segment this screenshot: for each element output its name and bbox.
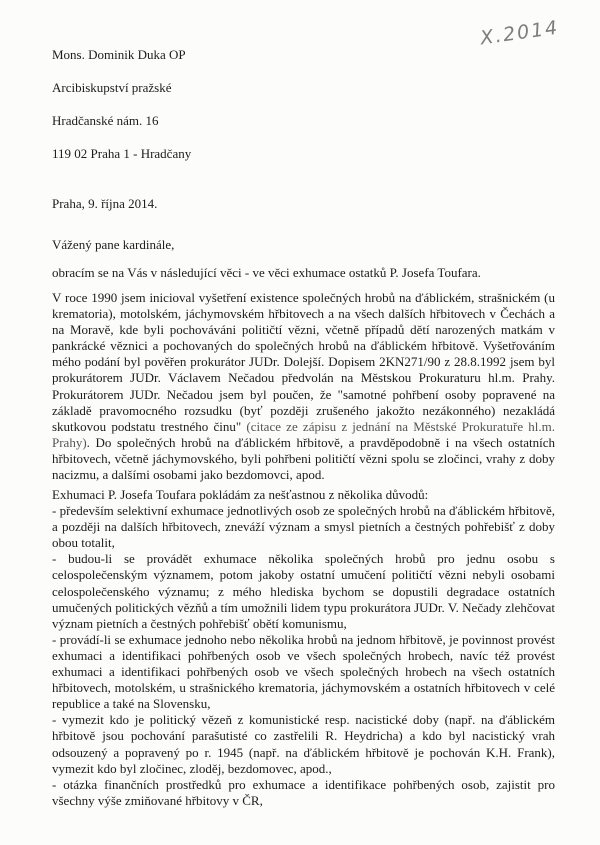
reason-item: - provádí-li se exhumace jednoho nebo několika hrobů na jednom hřbitově, je povinnost provést exhumaci a identifikaci pohřbených osob ve všech společných hrobech, navíc též provést exhumaci a identifikaci pohřbených osob ve všech společných hrobech na všech ostatních hřbitovech, motolském, u strašnického krematoria, jáchymovském a ostatních hřbitovech v celé republice a také na Slovensku, [52,631,555,712]
quote-citation: (citace ze zápisu z jednání na Městské Prokuratuře hl.m. Prahy) [52,418,556,450]
reason-item: - především selektivní exhumace jednotlivých osob ze společných hrobů na ďáblickém hřbitově, a později na dalších hřbitovech, zneváží význam a smysl pietních a čestných pohřebišť z doby obou totalit, [52,503,555,551]
reason-item: - vymezit kdo je politický vězeň z komunistické resp. nacistické doby (např. na ďáblickém hřbitově jsou pochování parašutisté co zastřelili R. Heydricha) a kdo byl nacistický vrah odsouzený a popravený po r. 1945 (např. na ďáblickém hřbitově je pochován K.H. Frank), vymezit kdo byl zločinec, zloděj, bezdomovec, apod., [52,712,555,776]
reasons-lead: Exhumaci P. Josefa Toufara pokládám za nešťastnou z několika důvodů: [52,487,429,502]
paragraph-reasons [52,487,555,809]
paragraph-history [52,290,555,483]
paragraph-history-end: . Do společných hrobů na ďáblickém hřbitově, a pravděpodobně i na všech ostatních hřbitovech, včetně jáchymovského, byli pohřbeni političtí vězni spolu se zločinci, vrahy z doby nacizmu, a dalšími osobami jako bezdomovci, apod. [52,434,555,483]
intro-line: obracím se na Vás v následující věci - ve věci exhumace ostatků P. Josefa Toufara. [52,265,481,280]
recipient-name: Mons. Dominik Duka OP [52,47,186,62]
recipient-street: Hradčanské nám. 16 [52,113,159,128]
reason-item: - otázka finančních prostředků pro exhumace a identifikace pohřbených osob, zajistit pro všechny výše zmiňované hřbitovy v ČR, [52,776,555,808]
reason-item: - budou-li se provádět exhumace několika společných hrobů pro jednu osobu s celospolečenským významem, potom jakoby ostatní umučení političtí vězni nebyli osobami celospolečenského významu; z mého hlediska bychom se dopustili degradace ostatních umučených politických vězňů a tím umožnili lidem typu prokurátora JUDr. V. Nečady zlehčovat význam pietních a čestných pohřebišť obětí komunismu, [52,551,555,631]
paragraph-history-text: V roce 1990 jsem inicioval vyšetření existence společných hrobů na ďáblickém, strašnickém (u krematoria), motolském, jáchymovském hřbitovech a na všech dalších hřbitovech v Čechách a na Moravě, kde byli pochováváni političtí vězni, včetně případů dětí narozených matkám v pankrácké věznici a pochovaných do společných hrobů na ďáblickém hřbitově. Vyšetřováním mého podání byl pověřen prokurátor JUDr. Dolejší. Dopisem 2KN271/90 z 28.8.1992 jsem byl prokurátorem JUDr. Václavem Nečadou předvolán na Městskou Prokuraturu hl.m. Prahy. Prokurátorem JUDr. Nečadou jsem byl poučen, že "samotné pohřbení osoby popravené na základě pravomocného rozsudku (byť později zrušeného jakožto nezákonného) nezakládá skutkovou podstatu trestného činu" [52,290,555,434]
handwritten-note: X.2014 [478,16,561,50]
recipient-city: 119 02 Praha 1 - Hradčany [52,146,192,161]
letter-date: Praha, 9. října 2014. [52,196,158,211]
salutation: Vážený pane kardinále, [52,237,175,252]
recipient-org: Arcibiskupství pražské [52,80,172,95]
